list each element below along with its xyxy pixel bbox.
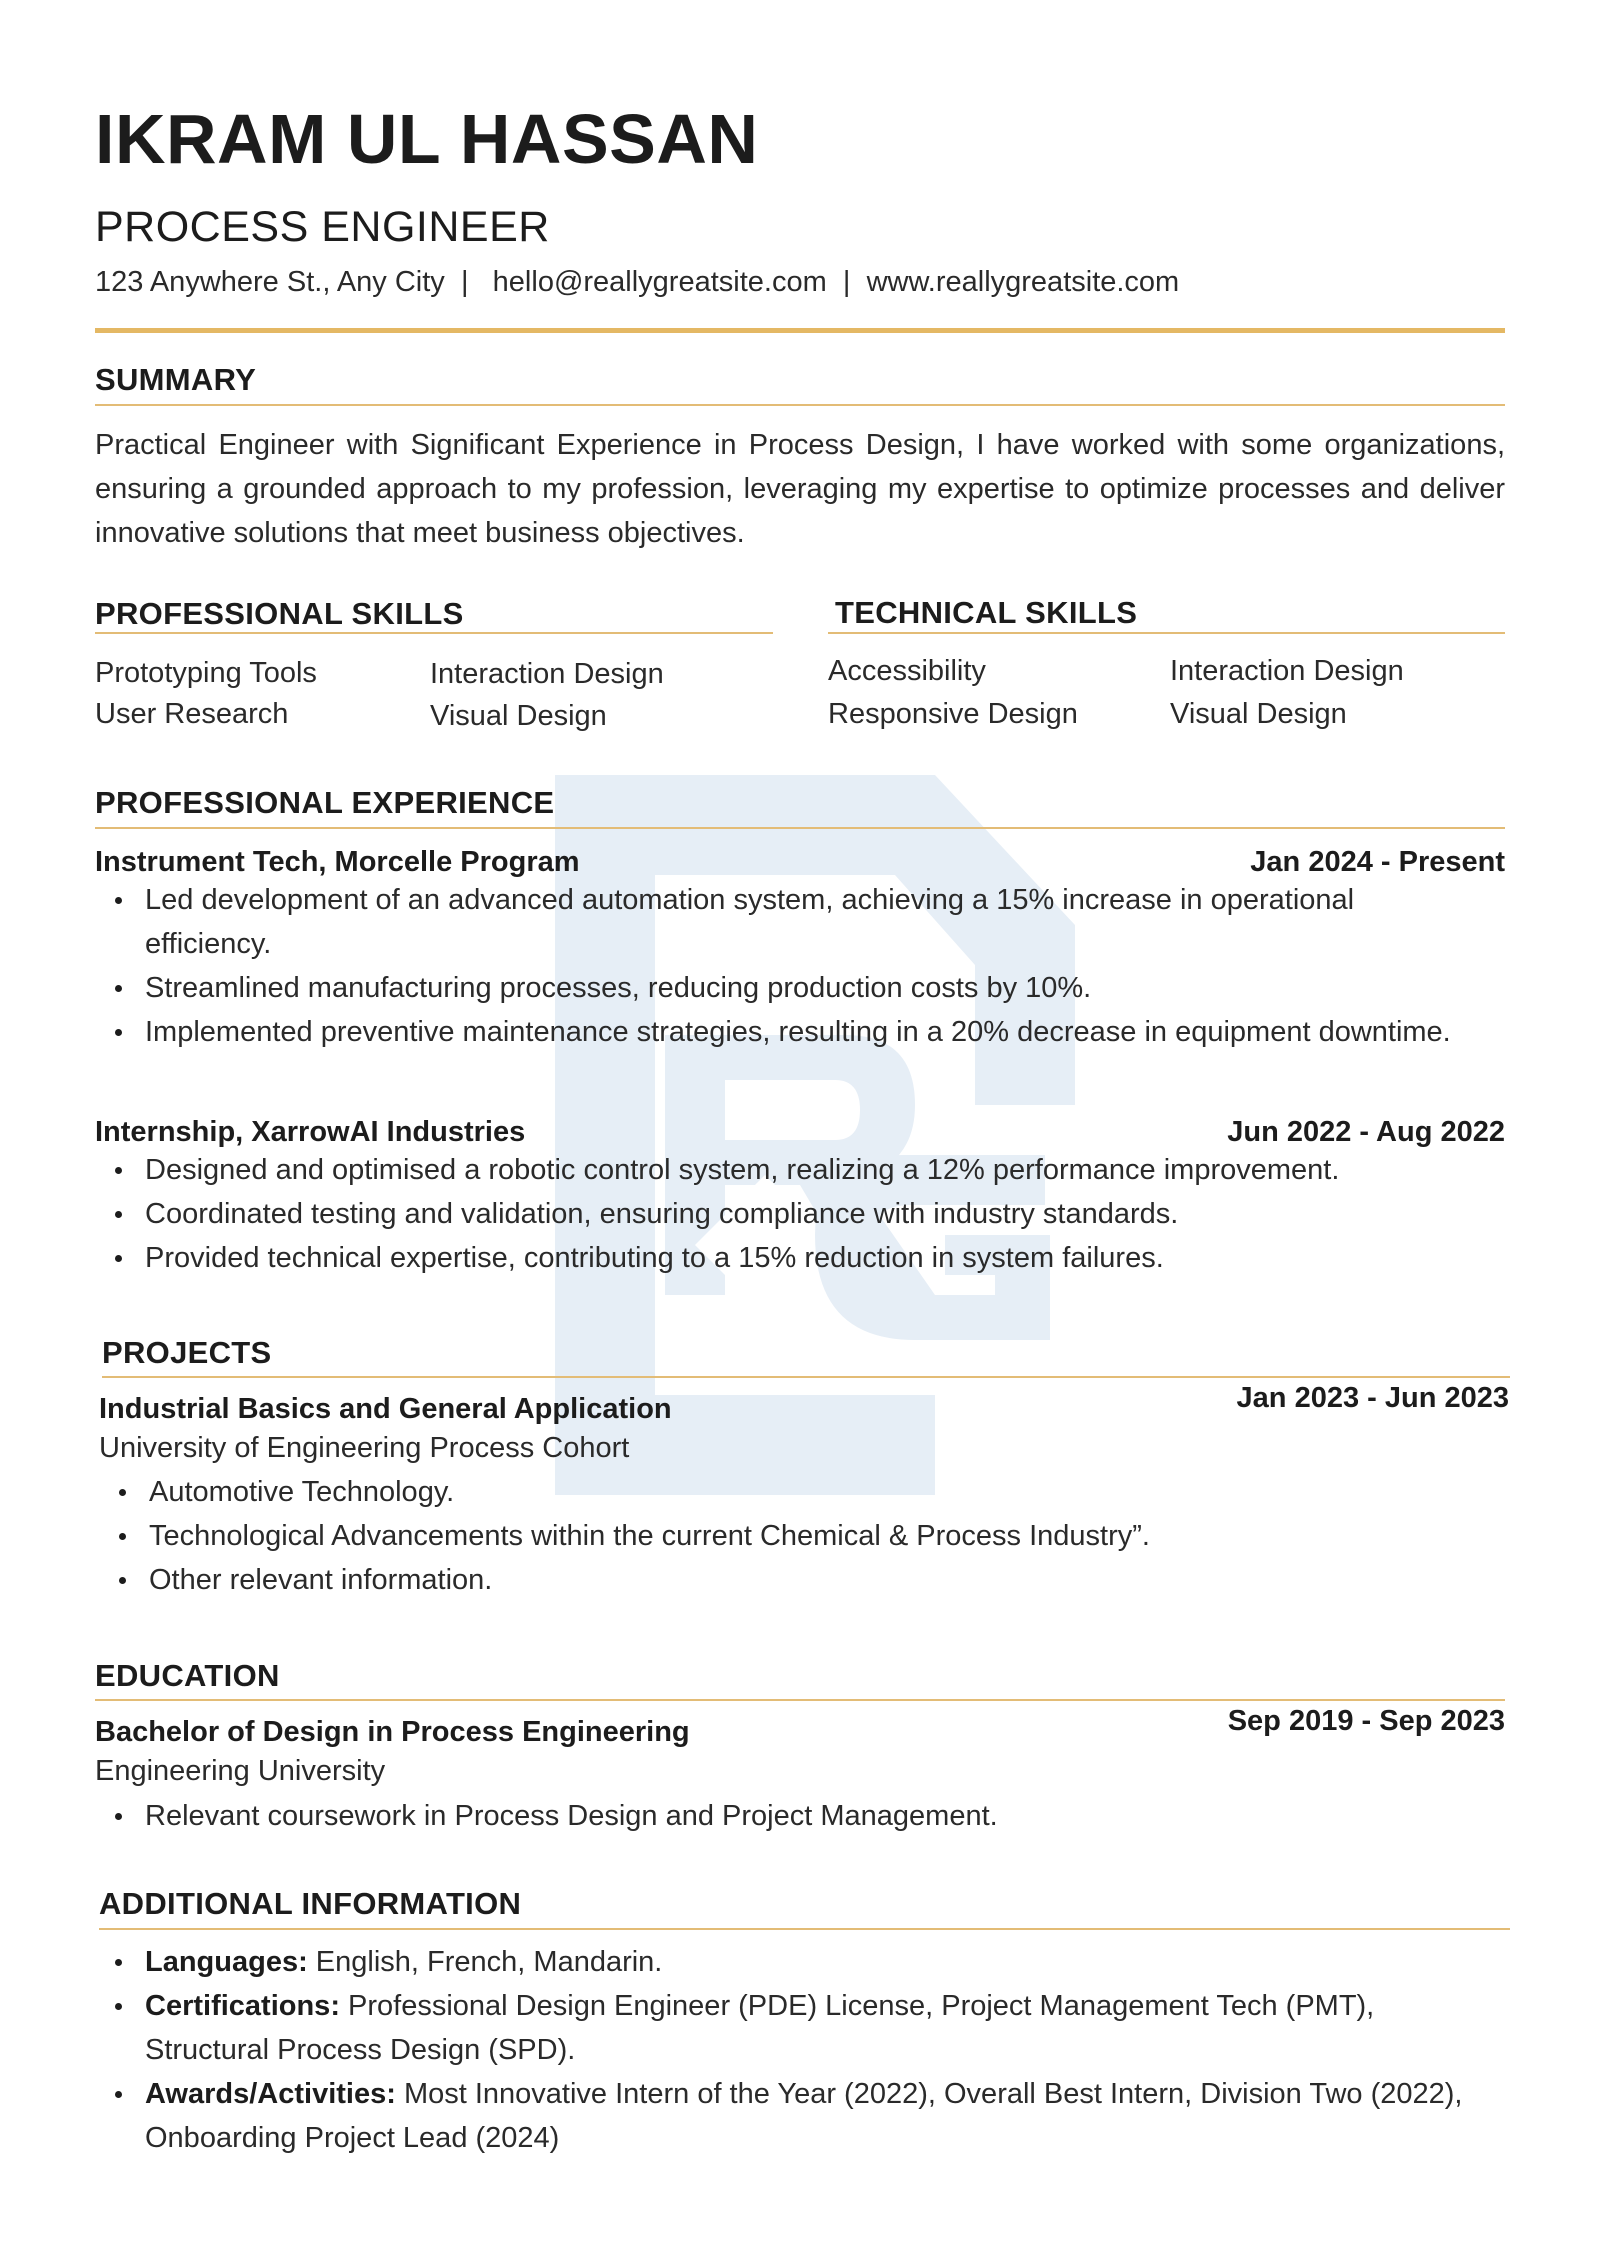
list-item: Technological Advancements within the current Chemical & Process Industry”. <box>99 1514 1479 1558</box>
project-date: Jan 2023 - Jun 2023 <box>1236 1382 1509 1414</box>
list-item: Automotive Technology. <box>99 1470 1479 1514</box>
list-item: Other relevant information. <box>99 1558 1479 1602</box>
job-title: Instrument Tech, Morcelle Program <box>95 846 580 878</box>
list-item: Streamlined manufacturing processes, reducing production costs by 10%. <box>95 966 1475 1010</box>
list-item: Implemented preventive maintenance strategies, resulting in a 20% decrease in equipment downtime. <box>95 1010 1475 1054</box>
separator: | <box>460 266 469 298</box>
section-title-experience: PROFESSIONAL EXPERIENCE <box>95 785 555 820</box>
list-item <box>95 1984 1465 2072</box>
list-item: Coordinated testing and validation, ensuring compliance with industry standards. <box>95 1192 1475 1236</box>
skill-item: User Research <box>95 698 289 730</box>
education-title: Bachelor of Design in Process Engineering <box>95 1716 690 1748</box>
skill-item: Responsive Design <box>828 698 1078 730</box>
job-date: Jan 2024 - Present <box>1250 846 1505 878</box>
contact-line <box>95 268 1179 297</box>
education-institution: Engineering University <box>95 1755 386 1787</box>
address: 123 Anywhere St., Any City <box>95 266 445 298</box>
candidate-name: IKRAM UL HASSAN <box>95 100 759 178</box>
separator: | <box>842 266 851 298</box>
summary-text: Practical Engineer with Significant Experience in Process Design, I have worked with some organizations, ensuring a grounded approach to my profession, leveraging my expertise to optimize processes and deliver innovative solutions that meet business objectives. <box>95 429 1505 549</box>
list-item <box>95 2072 1465 2160</box>
section-title-professional-skills: PROFESSIONAL SKILLS <box>95 596 464 631</box>
section-divider <box>99 1928 1510 1930</box>
section-title-summary: SUMMARY <box>95 362 257 397</box>
section-divider <box>95 632 773 634</box>
skill-item: Prototyping Tools <box>95 657 317 689</box>
project-title: Industrial Basics and General Application <box>99 1393 672 1425</box>
email-link[interactable]: hello@reallygreatsite.com <box>492 266 827 298</box>
item-label: Certifications: <box>145 1990 340 2022</box>
section-divider <box>102 1376 1510 1378</box>
section-divider <box>95 827 1505 829</box>
item-text: Most Innovative Intern of the Year (2022), Overall Best Intern, Division Two (2022), Onboarding Project Lead (2024) <box>145 2078 1463 2154</box>
header-divider <box>95 328 1505 333</box>
skill-item: Visual Design <box>1170 698 1347 730</box>
job-bullets <box>95 1148 1475 1280</box>
section-title-additional: ADDITIONAL INFORMATION <box>99 1886 522 1921</box>
item-label: Languages: <box>145 1946 308 1978</box>
skill-item: Interaction Design <box>430 658 664 690</box>
job-title: Internship, XarrowAI Industries <box>95 1116 526 1148</box>
separator <box>453 266 461 298</box>
website-link[interactable]: www.reallygreatsite.com <box>866 266 1180 298</box>
additional-bullets <box>95 1940 1465 2160</box>
item-text: Professional Design Engineer (PDE) License, Project Management Tech (PMT), Structural Process Design (SPD). <box>145 1990 1375 2066</box>
project-subtitle: University of Engineering Process Cohort <box>99 1432 630 1464</box>
section-divider <box>95 1699 1505 1701</box>
section-title-technical-skills: TECHNICAL SKILLS <box>835 595 1138 630</box>
education-bullets <box>95 1794 1475 1838</box>
item-text: English, French, Mandarin. <box>307 1946 663 1978</box>
item-label: Awards/Activities: <box>145 2078 396 2110</box>
section-title-education: EDUCATION <box>95 1658 280 1693</box>
separator <box>468 266 484 298</box>
list-item: Relevant coursework in Process Design and Project Management. <box>95 1794 1475 1838</box>
section-title-projects: PROJECTS <box>102 1335 272 1370</box>
list-item <box>95 1940 1465 1984</box>
separator <box>835 266 843 298</box>
job-bullets <box>95 878 1475 1054</box>
list-item: Provided technical expertise, contributing to a 15% reduction in system failures. <box>95 1236 1475 1280</box>
section-divider <box>95 404 1505 406</box>
skill-item: Interaction Design <box>1170 655 1404 687</box>
job-role: PROCESS ENGINEER <box>95 203 550 251</box>
skill-item: Accessibility <box>828 655 986 687</box>
job-date: Jun 2022 - Aug 2022 <box>1227 1116 1505 1148</box>
education-date: Sep 2019 - Sep 2023 <box>1227 1705 1505 1737</box>
list-item: Designed and optimised a robotic control system, realizing a 12% performance improvement. <box>95 1148 1475 1192</box>
skill-item: Visual Design <box>430 700 607 732</box>
separator <box>850 266 858 298</box>
project-bullets <box>99 1470 1479 1602</box>
section-divider <box>828 632 1505 634</box>
list-item: Led development of an advanced automation system, achieving a 15% increase in operational efficiency. <box>95 878 1475 966</box>
